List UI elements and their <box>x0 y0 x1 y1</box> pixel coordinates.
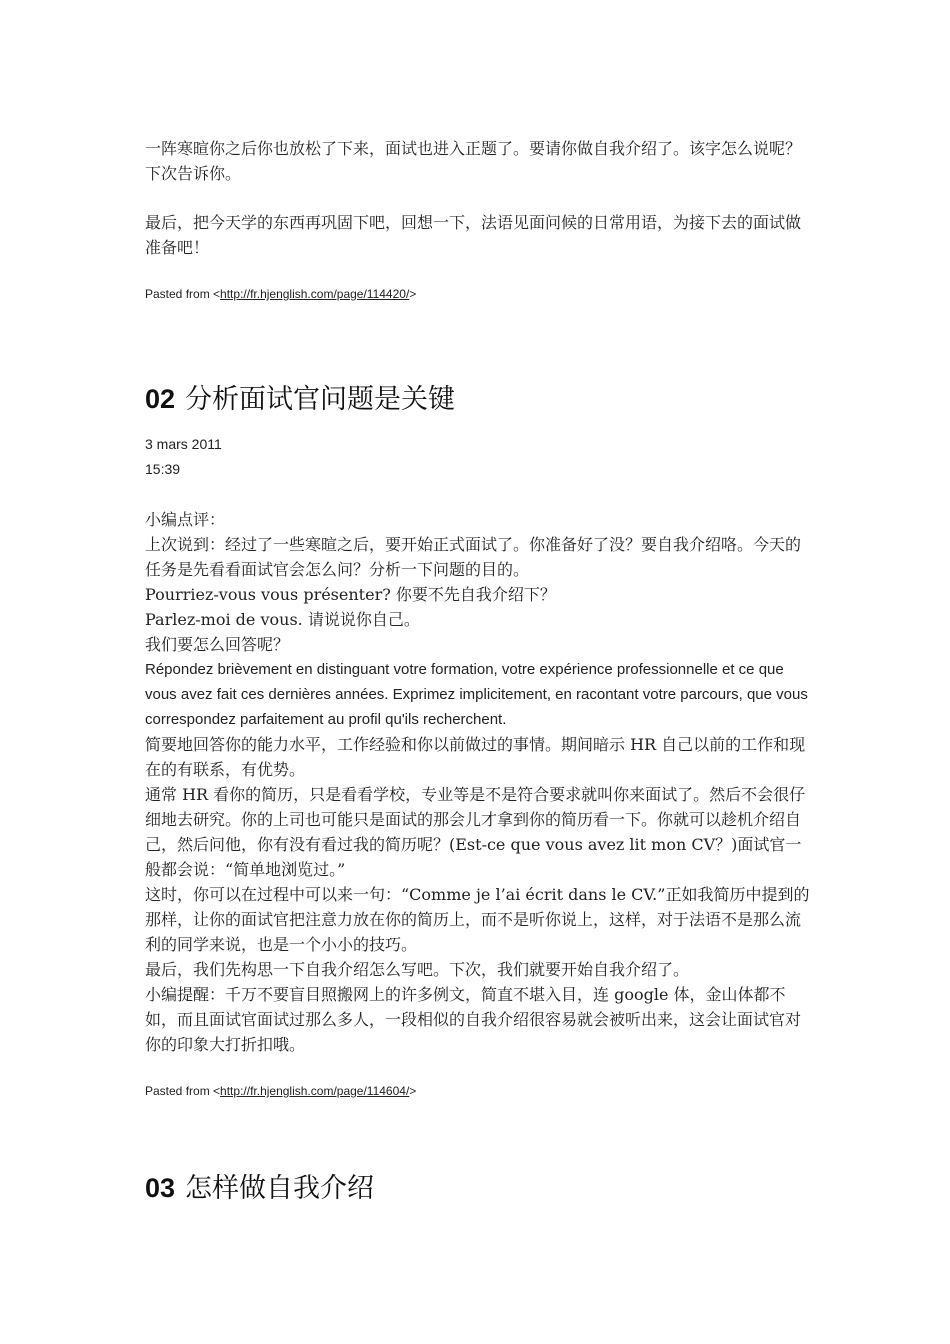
document-page <box>145 136 815 1207</box>
body-line-french-answer: Répondez brièvement en distinguant votre formation, votre expérience professionnelle et ce que vous avez fait ces dernières années. Exprimez implicitement, en racontant votre parcours, que vous correspondez parfaitement au profil qu'ils recherchent. <box>145 661 808 728</box>
intro-paragraph-2: 最后，把今天学的东西再巩固下吧，回想一下，法语见面问候的日常用语，为接下去的面试做准备吧！ <box>145 213 802 257</box>
section-02-title: 分析面试官问题是关键 <box>185 384 456 415</box>
pasted-suffix: > <box>409 1084 417 1098</box>
intro-paragraph-1: 一阵寒暄你之后你也放松了下来，面试也进入正题了。要请你做自我介绍了。该字怎么说呢？下次告诉你。 <box>145 139 802 183</box>
body-line-question-2: Parlez-moi de vous. 请说说你自己。 <box>145 610 420 629</box>
body-line-tip: 这时，你可以在过程中可以来一句：“Comme je l’ai écrit dans le CV.”正如我简历中提到的那样，让你的面试官把注意力放在你的简历上，而不是听你说上，这样，对于法语不是那么流利的同学来说，也是一个小小的技巧。 <box>145 885 810 954</box>
body-line-answer-explained: 简要地回答你的能力水平，工作经验和你以前做过的事情。期间暗示 HR 自己以前的工作和现在的有联系，有优势。 <box>145 735 806 779</box>
pasted-prefix: Pasted from < <box>145 287 221 301</box>
body-line-how-answer: 我们要怎么回答呢？ <box>145 635 290 654</box>
section-03-number: 03 <box>145 1173 176 1203</box>
section-03-title: 怎样做自我介绍 <box>185 1173 375 1204</box>
body-line-reminder: 小编提醒：千万不要盲目照搬网上的许多例文，简直不堪入目，连 google 体，金山体都不如，而且面试官面试过那么多人，一段相似的自我介绍很容易就会被听出来，这会让面试官对你的印象大打折扣哦。 <box>145 985 802 1054</box>
section-02-time: 15:39 <box>145 461 181 477</box>
source-link-1[interactable]: http://fr.hjenglish.com/page/114420/ <box>220 287 410 301</box>
pasted-from-2 <box>145 1083 815 1099</box>
section-02-number: 02 <box>145 384 176 414</box>
section-02-date: 3 mars 2011 <box>145 436 222 452</box>
body-line-finally: 最后，我们先构思一下自我介绍怎么写吧。下次，我们就要开始自我介绍了。 <box>145 960 690 979</box>
pasted-from-1 <box>145 286 815 302</box>
pasted-suffix: > <box>409 287 417 301</box>
body-line-editor-comment: 小编点评： <box>145 510 226 529</box>
body-line-last-time: 上次说到：经过了一些寒暄之后，要开始正式面试了。你准备好了没？要自我介绍咯。今天的任务是先看看面试官会怎么问？分析一下问题的目的。 <box>145 535 802 579</box>
body-line-hr-resume: 通常 HR 看你的简历，只是看看学校，专业等是不是符合要求就叫你来面试了。然后不会很仔细地去研究。你的上司也可能只是面试的那会儿才拿到你的简历看一下。你就可以趁机介绍自己，然后问他，你有没有看过我的简历呢？(Est-ce que vous avez lit mon CV？)面试官一般都会说：“简单地浏览过。” <box>145 785 806 879</box>
source-link-2[interactable]: http://fr.hjenglish.com/page/114604/ <box>220 1084 410 1098</box>
section-03-heading <box>145 1170 815 1207</box>
section-02-body <box>145 507 815 1057</box>
body-line-question-1: Pourriez-vous vous présenter? 你要不先自我介绍下？ <box>145 585 556 604</box>
pasted-prefix: Pasted from < <box>145 1084 221 1098</box>
section-02-heading <box>145 381 815 418</box>
